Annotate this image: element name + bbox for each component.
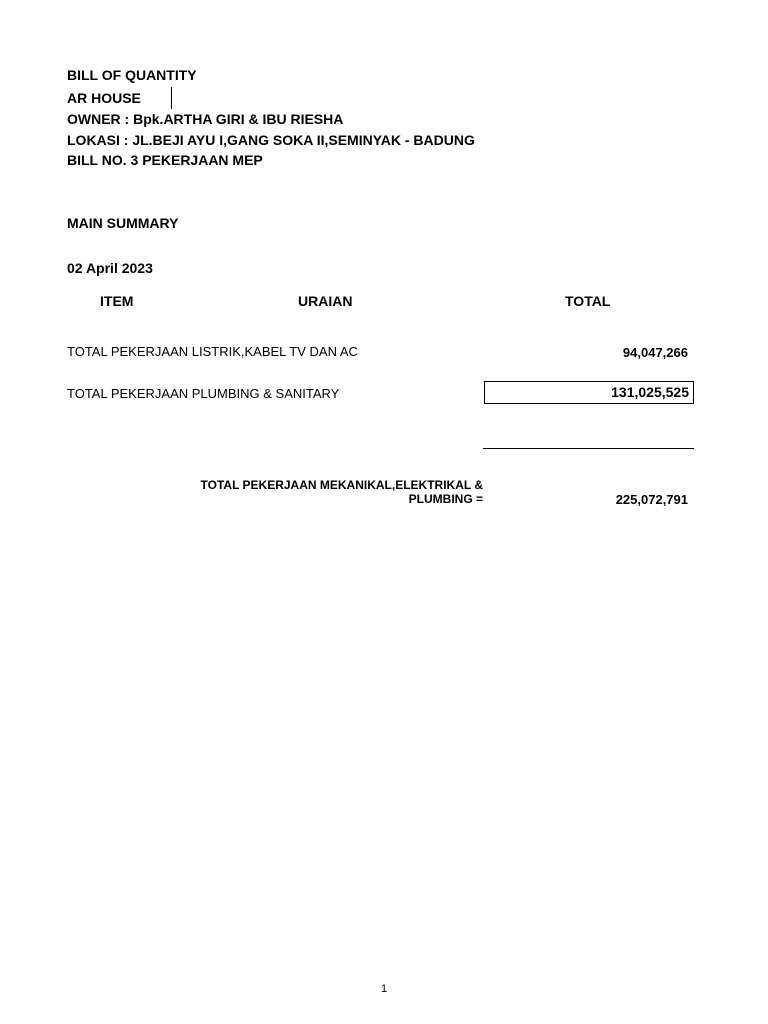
grand-total-label-line2: PLUMBING =	[408, 492, 483, 506]
column-header-item: ITEM	[100, 293, 134, 309]
grand-total-value: 225,072,791	[615, 492, 688, 507]
grand-total-label-line1: TOTAL PEKERJAAN MEKANIKAL,ELEKTRIKAL &	[200, 478, 483, 492]
summary-title: MAIN SUMMARY	[67, 215, 179, 231]
owner-line: OWNER : Bpk.ARTHA GIRI & IBU RIESHA	[67, 111, 344, 127]
project-name: AR HOUSE	[67, 90, 141, 106]
row-plumbing-label: TOTAL PEKERJAAN PLUMBING & SANITARY	[67, 386, 340, 401]
location-line: LOKASI : JL.BEJI AYU I,GANG SOKA II,SEMINYAK - BADUNG	[67, 132, 475, 148]
selected-cell[interactable]	[484, 381, 694, 404]
grand-total-label	[150, 478, 483, 506]
summary-date: 02 April 2023	[67, 260, 153, 276]
row-listrik-value: 94,047,266	[622, 345, 688, 360]
row-plumbing-value: 131,025,525	[611, 384, 689, 400]
page-number: 1	[380, 983, 388, 995]
total-underline	[483, 448, 694, 449]
column-header-total: TOTAL	[565, 293, 611, 309]
row-listrik-label: TOTAL PEKERJAAN LISTRIK,KABEL TV DAN AC	[67, 344, 358, 359]
text-cursor	[171, 87, 172, 109]
document-title: BILL OF QUANTITY	[67, 67, 197, 83]
bill-line: BILL NO. 3 PEKERJAAN MEP	[67, 152, 263, 168]
column-header-uraian: URAIAN	[298, 293, 353, 309]
